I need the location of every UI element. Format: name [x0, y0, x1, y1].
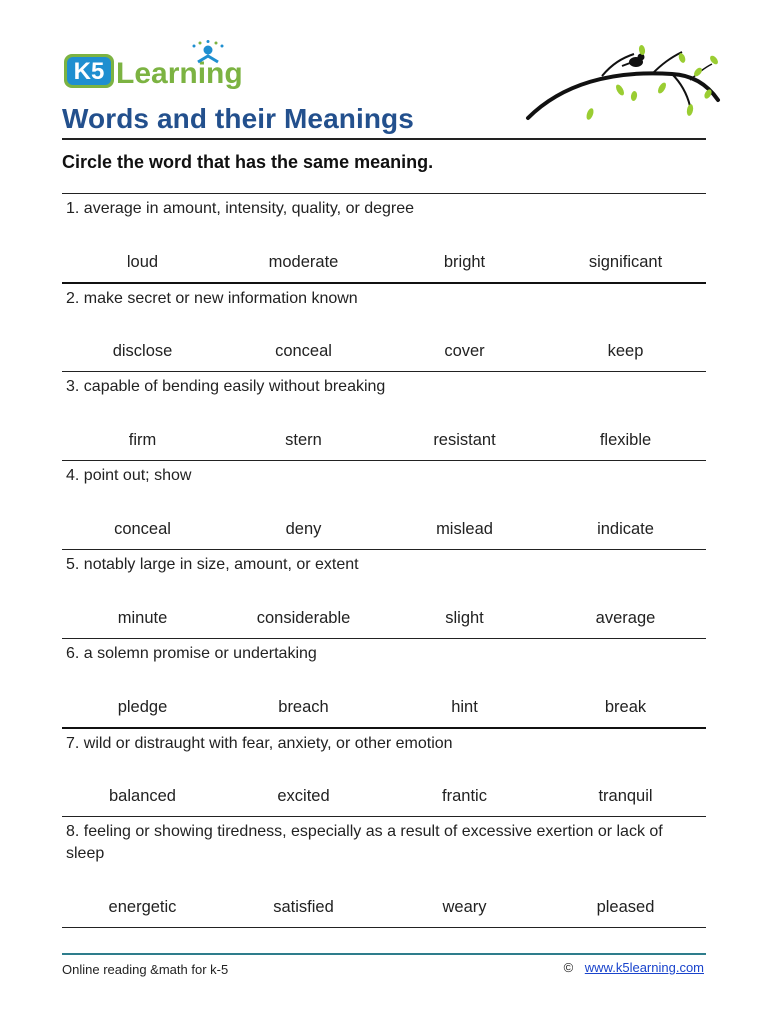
answer-choice[interactable]: loud: [126, 253, 159, 271]
answer-choice[interactable]: indicate: [597, 520, 654, 538]
question-prompt: 6. a solemn promise or undertaking: [66, 645, 317, 662]
question-5: [62, 549, 706, 638]
answer-choice[interactable]: weary: [442, 898, 487, 916]
answer-choice[interactable]: hint: [451, 698, 478, 716]
website-link[interactable]: www.k5learning.com: [584, 960, 704, 975]
answer-choice[interactable]: resistant: [433, 431, 496, 449]
answer-choice[interactable]: breach: [278, 698, 329, 716]
answer-choice[interactable]: flexible: [599, 431, 652, 449]
question-6: [62, 638, 706, 727]
question-prompt: 4. point out; show: [66, 467, 192, 484]
question-list: [62, 193, 706, 928]
answer-choice[interactable]: excited: [277, 787, 330, 805]
answer-choice[interactable]: satisfied: [273, 898, 334, 916]
answer-choice[interactable]: frantic: [442, 787, 487, 805]
question-2: [62, 282, 706, 371]
answer-choice[interactable]: pledge: [117, 698, 168, 716]
answer-choices: [62, 253, 706, 272]
svg-text:K5: K5: [73, 58, 105, 85]
question-prompt: 5. notably large in size, amount, or extent: [66, 556, 359, 573]
footer-divider: [62, 953, 706, 955]
answer-choices: [62, 520, 706, 539]
copyright-symbol: ©: [563, 960, 574, 975]
question-1: [62, 193, 706, 282]
question-prompt: 7. wild or distraught with fear, anxiety, or other emotion: [66, 735, 453, 752]
question-4: [62, 460, 706, 549]
title-divider: [62, 138, 706, 140]
question-7: [62, 727, 706, 816]
answer-choice[interactable]: stern: [285, 431, 322, 449]
question-list-end-rule: [62, 927, 706, 928]
answer-choices: [62, 342, 706, 361]
answer-choice[interactable]: keep: [607, 342, 644, 360]
answer-choice[interactable]: moderate: [268, 253, 339, 271]
answer-choices: [62, 431, 706, 450]
answer-choice[interactable]: firm: [128, 431, 157, 449]
answer-choice[interactable]: tranquil: [598, 787, 653, 805]
answer-choice[interactable]: mislead: [436, 520, 493, 538]
answer-choices: [62, 609, 706, 628]
question-prompt: 1. average in amount, intensity, quality, or degree: [66, 200, 415, 217]
answer-choices: [62, 698, 706, 717]
footer-tagline: Online reading &math for k-5: [62, 962, 229, 977]
answer-choice[interactable]: minute: [117, 609, 168, 627]
answer-choices: [62, 898, 706, 917]
branch-bird-illustration: [522, 44, 722, 126]
answer-choice[interactable]: average: [595, 609, 656, 627]
answer-choice[interactable]: bright: [443, 253, 486, 271]
answer-choice[interactable]: energetic: [108, 898, 177, 916]
svg-text:Learning: Learning: [116, 57, 243, 90]
answer-choices: [62, 787, 706, 806]
k5-learning-logo: [62, 40, 252, 92]
answer-choice[interactable]: break: [604, 698, 647, 716]
question-8: [62, 816, 706, 927]
answer-choice[interactable]: disclose: [112, 342, 173, 360]
answer-choice[interactable]: balanced: [109, 787, 176, 805]
answer-choice[interactable]: considerable: [256, 609, 351, 627]
footer-copyright: [564, 960, 704, 975]
answer-choice[interactable]: cover: [444, 342, 485, 360]
question-prompt: 3. capable of bending easily without breaking: [66, 378, 386, 395]
answer-choice[interactable]: conceal: [275, 342, 332, 360]
answer-choice[interactable]: pleased: [596, 898, 655, 916]
worksheet-title: Words and their Meanings: [62, 103, 414, 134]
question-3: [62, 371, 706, 460]
question-prompt: 2. make secret or new information known: [66, 290, 358, 307]
answer-choice[interactable]: deny: [285, 520, 322, 538]
instruction-text: Circle the word that has the same meaning.: [62, 152, 434, 172]
answer-choice[interactable]: conceal: [114, 520, 171, 538]
answer-choice[interactable]: slight: [445, 609, 484, 627]
answer-choice[interactable]: significant: [588, 253, 663, 271]
question-prompt: 8. feeling or showing tiredness, especially as a result of excessive exertion or lack of sleep: [66, 823, 663, 862]
